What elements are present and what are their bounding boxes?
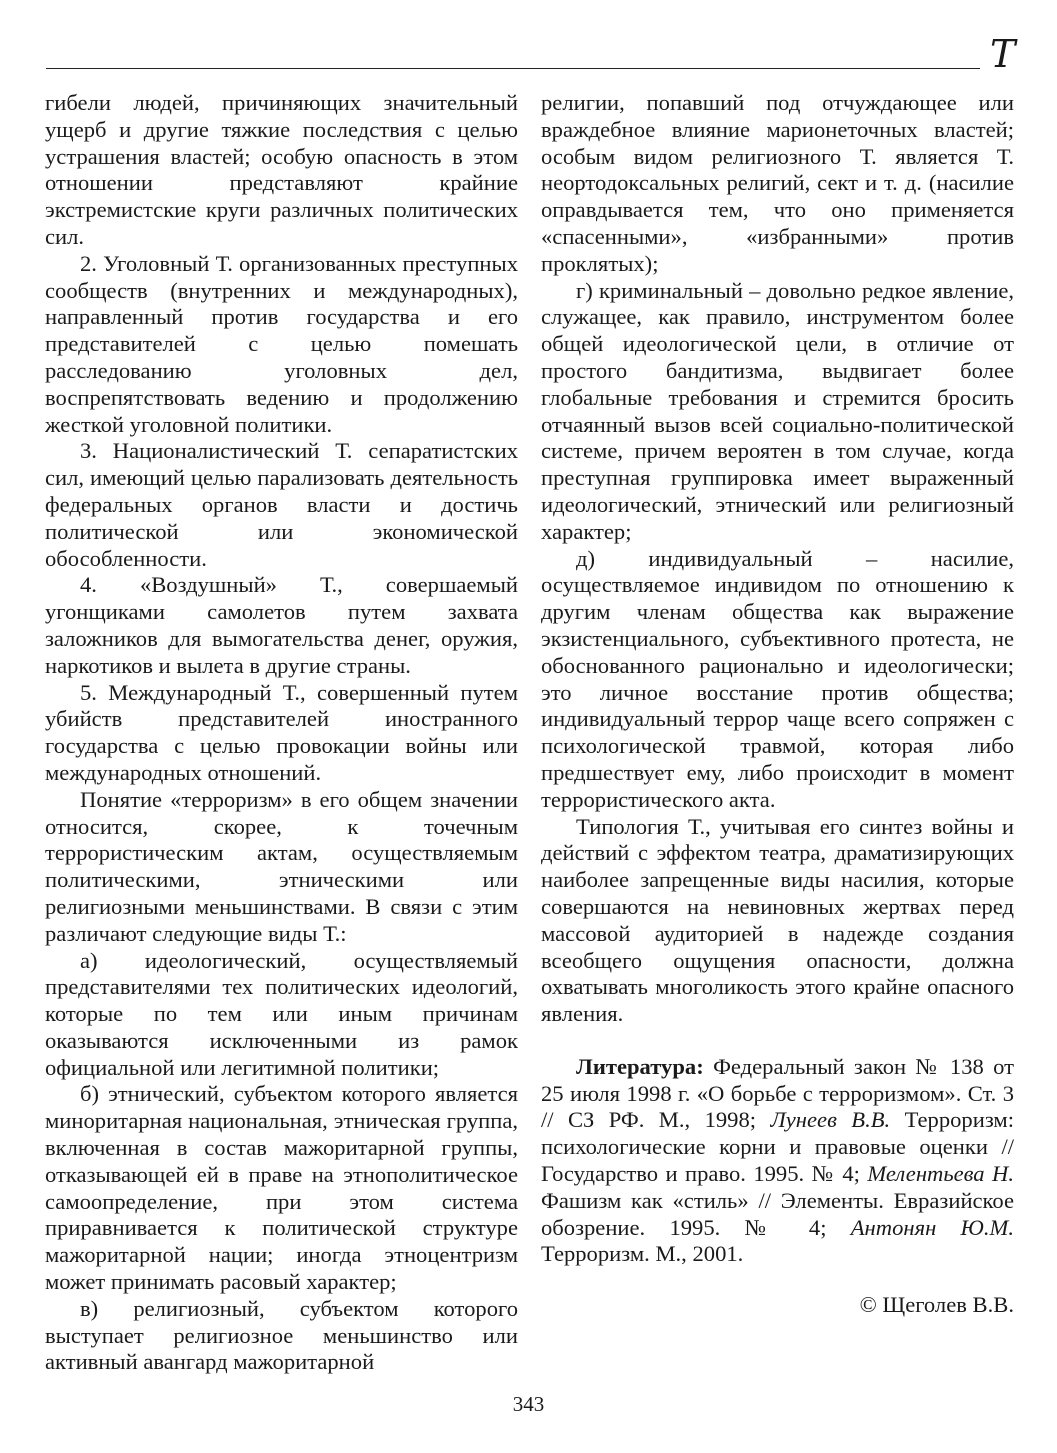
reference-author: Антонян Ю.М.: [850, 1214, 1014, 1240]
section-letter: Т: [990, 32, 1016, 76]
paragraph: религии, попавший под отчуждающее или враждебное влияние марионеточных властей; особым видом религиозного Т. является Т. неортодоксальных религий, сект и т. д. (насилие оправдывается тем, что оно применяется «спасенными», «избранными» против проклятых);: [541, 90, 1014, 276]
page-number: 343: [512, 1392, 545, 1416]
list-item: д) индивидуальный – насилие, осуществляемое индивидом по отношению к другим членам общества как выражение экзистенциального, субъективного протеста, не обоснованного рационально и идеологически; это личное восстание против общества; индивидуальный террор чаще всего сопряжен с психологической травмой, которая либо предшествует ему, либо происходит в момент террористического акта.: [541, 545, 1014, 812]
list-item: г) криминальный – довольно редкое явление, служащее, как правило, инструментом более общей идеологической цели, в отличие от простого бандитизма, выдвигает более глобальные требования и стремится бросить отчаянный вызов всей социально-политической системе, причем вероятен в том случае, когда преступная группировка имеет выраженный идеологический, этнический или религиозный характер;: [541, 277, 1014, 544]
author-signature: © Щеголев В.В.: [859, 1292, 1014, 1318]
paragraph: 3. Националистический Т. сепаратистских сил, имеющий целью парализовать деятельность федеральных органов власти и достичь политической или экономической обособленности.: [45, 438, 518, 571]
left-column: [45, 90, 518, 1376]
literature-block: [541, 1054, 1014, 1268]
list-item: в) религиозный, субъектом которого выступает религиозное меньшинство или активный авангард мажоритарной: [45, 1295, 518, 1375]
reference-text: Терроризм: психологические корни и правовые оценки // Государство и право. 1995. № 4;: [541, 1107, 1015, 1187]
list-item: б) этнический, субъектом которого является миноритарная национальная, этническая группа, включенная в состав мажоритарной группы, отказывающей ей в праве на этнополитическое самоопределение, при этом система приравнивается к политической структуре мажоритарной нации; иногда этноцентризм может принимать расовый характер;: [45, 1081, 518, 1295]
literature-label: Литература:: [576, 1053, 704, 1079]
reference-text: Фашизм как «стиль» // Элементы. Евразийское обозрение. 1995. № 4;: [541, 1187, 1014, 1240]
paragraph: 5. Международный Т., совершенный путем убийств представителей иностранного государства с целью провокации войны или международных отношений.: [45, 679, 518, 785]
reference-text: Терроризм. М., 2001.: [541, 1241, 744, 1267]
paragraph: Понятие «терроризм» в его общем значении относится, скорее, к точечным террористическим актам, осуществляемым политическими, этническими или религиозными меньшинствами. В связи с этим различают следующие виды Т.:: [45, 786, 518, 946]
paragraph: 2. Уголовный Т. организованных преступных сообществ (внутренних и международных), направленный против государства и его представителей с целью помешать расследованию уголовных дел, воспрепятствовать ведению и продолжению жесткой уголовной политики.: [45, 250, 518, 437]
reference-text: Федеральный закон № 138 от 25 июля 1998 г. «О борьбе с терроризмом». Ст. 3 // СЗ РФ. М., 1998;: [541, 1053, 1014, 1133]
paragraph: Типология Т., учитывая его синтез войны и действий с эффектом театра, драматизирующих наиболее запрещенные виды насилия, которые совершаются на невиновных жертвах перед массовой аудиторией в надежде создания всеобщего ощущения опасности, должна охватывать многоликость этого крайне опасного явления.: [541, 813, 1014, 1027]
reference-author: Лунеев В.В.: [770, 1107, 891, 1133]
header-rule: [46, 68, 980, 69]
paragraph: 4. «Воздушный» Т., совершаемый угонщиками самолетов путем захвата заложников для вымогательства денег, оружия, наркотиков и вылета в другие страны.: [45, 572, 518, 678]
list-item: а) идеологический, осуществляемый представителями тех политических идеологий, которые по тем или иным причинам оказываются исключенными из рамок официальной или легитимной политики;: [45, 947, 518, 1080]
right-column: [541, 90, 1014, 1319]
paragraph: гибели людей, причиняющих значительный ущерб и другие тяжкие последствия с целью устрашения властей; особую опасность в этом отношении представляют крайние экстремистские круги различных политических сил.: [45, 90, 518, 249]
reference-author: Мелентьева Н.: [867, 1161, 1014, 1187]
